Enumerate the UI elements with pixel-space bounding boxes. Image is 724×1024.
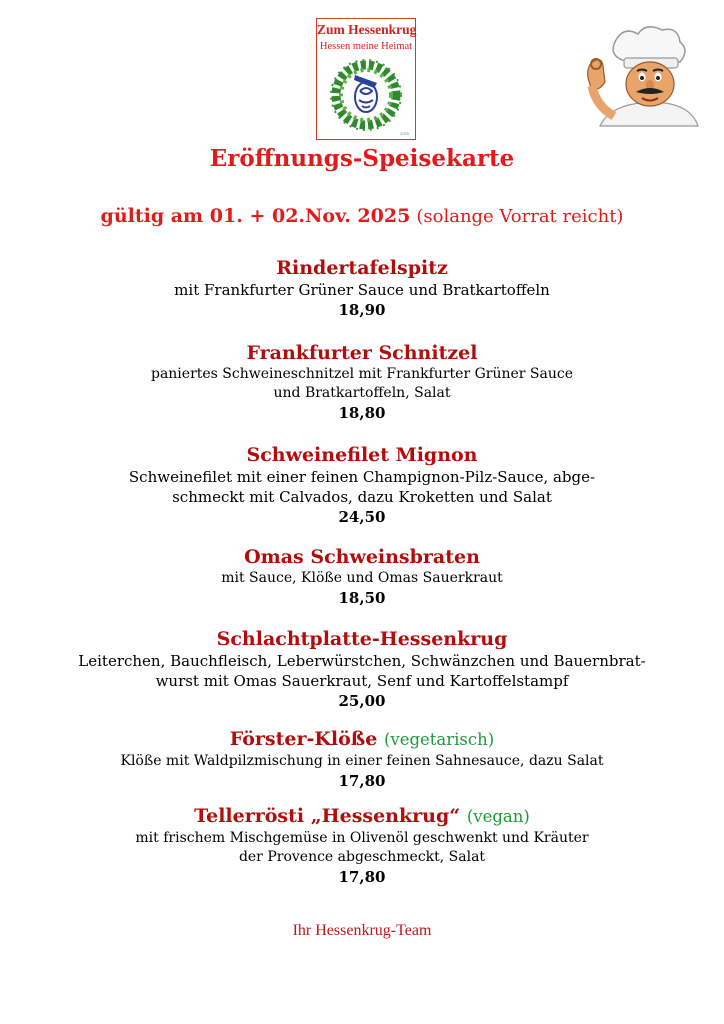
logo-slogan: Hessen meine Heimat xyxy=(319,41,413,52)
validity-note: (solange Vorrat reicht) xyxy=(416,206,624,227)
signature: Ihr Hessenkrug-Team xyxy=(292,922,432,939)
dish-description: Klöße mit Waldpilzmischung in einer feinen Sahnesauce, dazu Salat xyxy=(120,753,604,769)
dish-name-line xyxy=(0,804,724,829)
dish-name-line xyxy=(0,727,724,752)
dish-price: 18,90 xyxy=(338,301,386,319)
dish-item xyxy=(0,627,724,711)
dish-description: mit Sauce, Klöße und Omas Sauerkraut xyxy=(221,570,503,586)
validity-date: gültig am 01. + 02.Nov. 2025 xyxy=(100,205,411,227)
logo-year: 2025 xyxy=(400,131,409,136)
dish-description: Schweinefilet mit einer feinen Champignon-Pilz-Sauce, abge- xyxy=(128,468,596,486)
wreath-emblem-icon xyxy=(317,53,415,135)
diet-tag: (vegetarisch) xyxy=(383,730,495,749)
logo-name: Zum Hessenkrug xyxy=(317,22,417,37)
dish-price: 24,50 xyxy=(338,508,386,526)
dish-description: paniertes Schweineschnitzel mit Frankfurter Grüner Sauce xyxy=(150,366,574,382)
dish-name: Tellerrösti „Hessenkrug“ xyxy=(194,805,461,827)
dish-item xyxy=(0,804,724,887)
dish-name: Omas Schweinsbraten xyxy=(244,546,480,568)
dish-name: Förster-Klöße xyxy=(229,728,378,750)
dish-name: Schweinefilet Mignon xyxy=(246,444,478,466)
dish-item xyxy=(0,341,724,423)
dish-item xyxy=(0,256,724,320)
dish-description: mit Frankfurter Grüner Sauce und Bratkartoffeln xyxy=(174,281,550,299)
dish-item xyxy=(0,443,724,527)
dish-price: 17,80 xyxy=(338,868,386,886)
diet-tag: (vegan) xyxy=(466,807,530,826)
dish-price: 17,80 xyxy=(338,772,386,790)
menu-title: Eröffnungs-Speisekarte xyxy=(209,145,515,172)
restaurant-logo xyxy=(316,18,416,140)
dish-description: Leiterchen, Bauchfleisch, Leberwürstchen, Schwänzchen und Bauernbrat- xyxy=(78,652,646,670)
dish-name: Frankfurter Schnitzel xyxy=(246,342,478,364)
chef-icon xyxy=(582,22,700,130)
dish-price: 18,80 xyxy=(338,404,386,422)
dish-price: 25,00 xyxy=(338,692,386,710)
dish-description: schmeckt mit Calvados, dazu Kroketten und Salat xyxy=(172,488,552,506)
validity-line xyxy=(0,205,724,227)
dish-description: und Bratkartoffeln, Salat xyxy=(273,385,451,401)
dish-item xyxy=(0,545,724,608)
dish-price: 18,50 xyxy=(338,589,386,607)
dish-description: mit frischem Mischgemüse in Olivenöl geschwenkt und Kräuter xyxy=(135,830,589,846)
dish-description: der Provence abgeschmeckt, Salat xyxy=(238,849,486,865)
dish-item xyxy=(0,727,724,791)
dish-name: Rindertafelspitz xyxy=(276,257,448,279)
dish-description: wurst mit Omas Sauerkraut, Senf und Kartoffelstampf xyxy=(155,672,569,690)
dish-name: Schlachtplatte-Hessenkrug xyxy=(216,628,508,650)
